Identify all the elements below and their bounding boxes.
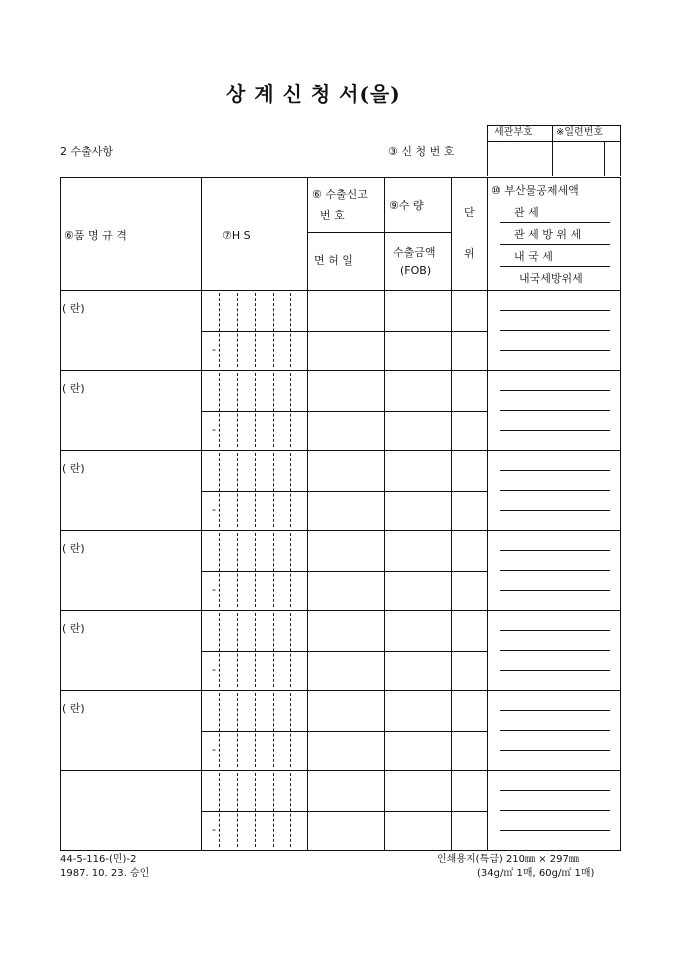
row-label: ( 란) xyxy=(62,302,85,315)
header-tax-customs: 관 세 xyxy=(514,206,539,219)
row-label: ( 란) xyxy=(62,622,85,635)
header-tax-internal-defense: 내국세방위세 xyxy=(519,272,583,285)
row-hs-dash: - xyxy=(212,743,216,756)
header-item-spec: ⑥품 명 규 격 xyxy=(64,229,127,242)
approval-date: 1987. 10. 23. 승인 xyxy=(60,868,150,879)
row-label: ( 란) xyxy=(62,542,85,555)
application-no-label: ③ 신 청 번 호 xyxy=(388,145,455,158)
paper-spec: 인쇄용지(특급) 210㎜ × 297㎜ xyxy=(437,854,579,865)
header-export-amount: 수출금액 xyxy=(393,246,436,259)
header-license-date: 면 허 일 xyxy=(314,254,353,267)
paper-weight: (34g/㎡ 1매, 60g/㎡ 1매) xyxy=(477,868,595,879)
header-hs: ⑦H S xyxy=(222,229,251,242)
header-unit-2: 위 xyxy=(464,247,475,260)
row-label: ( 란) xyxy=(62,382,85,395)
row-hs-dash: - xyxy=(212,423,216,436)
row-hs-dash: - xyxy=(212,663,216,676)
header-tax-defense: 관 세 방 위 세 xyxy=(514,228,582,241)
header-fob: (FOB) xyxy=(400,264,432,277)
header-unit-1: 단 xyxy=(464,206,475,219)
form-title: 상 계 신 청 서(을) xyxy=(226,82,401,106)
header-tax-internal: 내 국 세 xyxy=(514,250,553,263)
header-export-decl: ⑥ 수출신고 xyxy=(312,188,368,201)
row-hs-dash: - xyxy=(212,343,216,356)
row-label: ( 란) xyxy=(62,462,85,475)
row-hs-dash: - xyxy=(212,823,216,836)
customs-code-label: 세관부호 xyxy=(494,127,533,138)
header-export-decl-no: 번 호 xyxy=(320,209,345,222)
form-number: 44-5-116-(민)-2 xyxy=(60,854,137,865)
header-quantity: ⑨수 량 xyxy=(389,199,424,212)
header-deduction: ⑩ 부산물공제세액 xyxy=(491,184,579,197)
section-label: 2 수출사항 xyxy=(60,145,113,158)
row-hs-dash: - xyxy=(212,503,216,516)
row-label: ( 란) xyxy=(62,702,85,715)
row-hs-dash: - xyxy=(212,583,216,596)
serial-no-label: ※일련번호 xyxy=(556,127,604,138)
